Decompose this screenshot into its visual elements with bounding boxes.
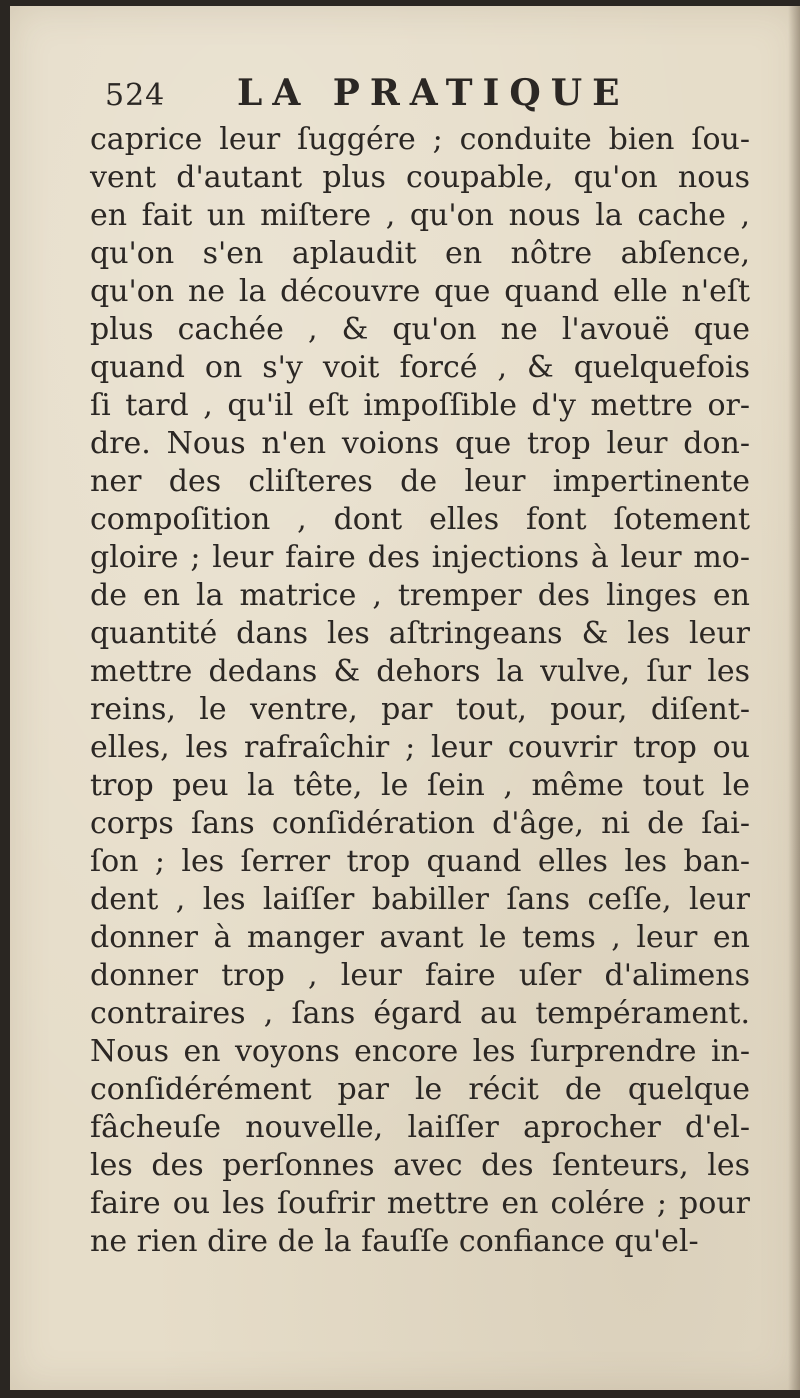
text-line: dre. Nous n'en voions que trop leur don-: [90, 426, 750, 461]
text-line: ne rien dire de la fauſſe confiance qu'el-: [90, 1224, 699, 1259]
text-line: ſon ; les ſerrer trop quand elles les ban-: [90, 844, 750, 879]
text-line: corps ſans conſidération d'âge, ni de ſai-: [90, 806, 750, 841]
text-line: fâcheuſe nouvelle, laiſſer aprocher d'el-: [90, 1110, 750, 1145]
text-line: ſi tard , qu'il eſt impoſſible d'y mettre or-: [90, 388, 750, 423]
page-number: 524: [105, 78, 166, 113]
text-line: en fait un miſtere , qu'on nous la cache ,: [90, 198, 750, 233]
text-line: quantité dans les aſtringeans & les leur: [90, 616, 750, 651]
text-line: plus cachée , & qu'on ne l'avouë que: [90, 312, 750, 347]
text-line: mettre dedans & dehors la vulve, ſur les: [90, 654, 750, 689]
running-title: LA PRATIQUE: [237, 72, 630, 114]
text-line: vent d'autant plus coupable, qu'on nous: [90, 160, 750, 195]
page-gutter-shadow: [788, 6, 800, 1390]
text-line: contraires , ſans égard au tempérament.: [90, 996, 750, 1031]
book-page: [10, 6, 800, 1390]
text-line: de en la matrice , tremper des linges en: [90, 578, 750, 613]
text-line: dent , les laiſſer babiller ſans ceſſe, leur: [90, 882, 750, 917]
text-line: Nous en voyons encore les ſurprendre in-: [90, 1034, 750, 1069]
text-line: qu'on s'en aplaudit en nôtre abſence,: [90, 236, 750, 271]
text-line: donner à manger avant le tems , leur en: [90, 920, 750, 955]
text-line: ner des cliſteres de leur impertinente: [90, 464, 750, 499]
text-line: trop peu la tête, le ſein , même tout le: [90, 768, 750, 803]
text-line: caprice leur ſuggére ; conduite bien ſou-: [90, 122, 750, 157]
text-line: qu'on ne la découvre que quand elle n'eſt: [90, 274, 750, 309]
text-line: quand on s'y voit forcé , & quelquefois: [90, 350, 750, 385]
page-header: [105, 72, 665, 122]
text-line: faire ou les ſoufrir mettre en colére ; pour: [90, 1186, 750, 1221]
text-line: donner trop , leur faire uſer d'alimens: [90, 958, 750, 993]
text-line: les des perſonnes avec des ſenteurs, les: [90, 1148, 750, 1183]
text-line: conſidérément par le récit de quelque: [90, 1072, 750, 1107]
text-line: gloire ; leur faire des injections à leur mo-: [90, 540, 750, 575]
text-line: reins, le ventre, par tout, pour, diſent-: [90, 692, 750, 727]
text-line: elles, les rafraîchir ; leur couvrir trop ou: [90, 730, 750, 765]
text-line: compoſition , dont elles font ſotement: [90, 502, 750, 537]
